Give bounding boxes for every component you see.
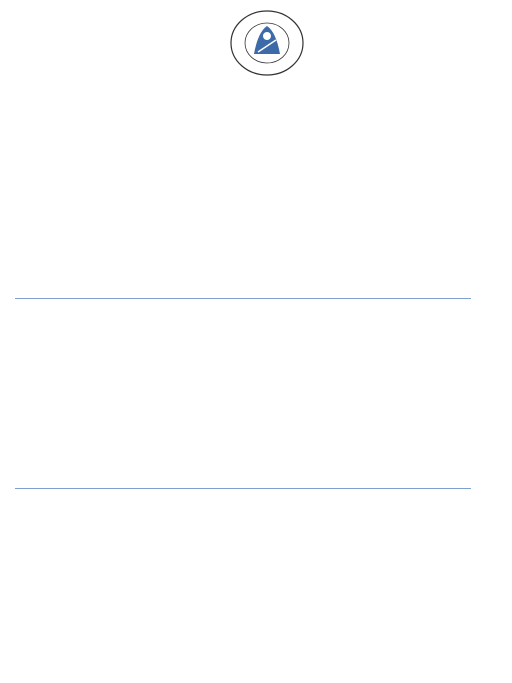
bus-info xyxy=(313,10,511,37)
academy-logo xyxy=(228,10,306,76)
section-divider-2 xyxy=(15,488,471,489)
section-divider-1 xyxy=(15,298,471,299)
